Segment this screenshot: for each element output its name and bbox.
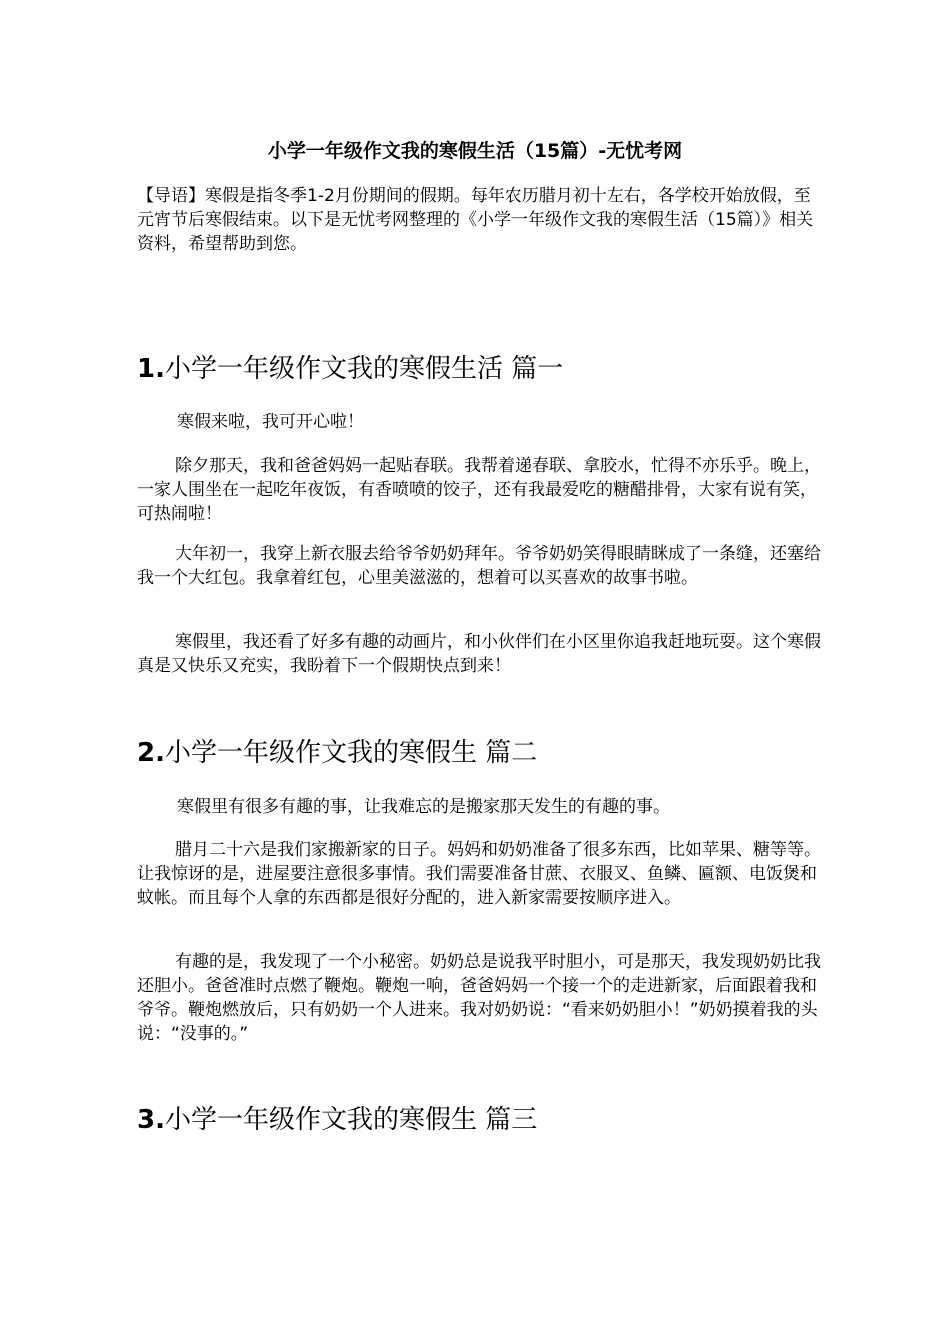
paragraph: 大年初一，我穿上新衣服去给爷爷奶奶拜年。爷爷奶奶笑得眼睛眯成了一条缝，还塞给我一个大红包。我拿着红包，心里美滋滋的，想着可以买喜欢的故事书啦。 <box>137 544 821 588</box>
section-number: 2. <box>137 738 165 768</box>
paragraph: 寒假里有很多有趣的事，让我难忘的是搬家那天发生的有趣的事。 <box>177 797 670 817</box>
intro-paragraph: 【导语】寒假是指冬季1-2月份期间的假期。每年农历腊月初十左右，各学校开始放假，至元宵节后寒假结束。以下是无忧考网整理的《小学一年级作文我的寒假生活（15篇）》相关资料，希望帮助到您。 <box>137 186 814 254</box>
section-heading-3 <box>137 1103 537 1137</box>
document-title: 小学一年级作文我的寒假生活（15篇）-无忧考网 <box>267 140 683 162</box>
paragraph: 腊月二十六是我们家搬新家的日子。妈妈和奶奶准备了很多东西，比如苹果、糖等等。让我惊讶的是，进屋要注意很多事情。我们需要准备甘蔗、衣服叉、鱼鳞、匾额、电饭煲和蚊帐。而且每个人拿的东西都是很好分配的，进入新家需要按顺序进入。 <box>137 840 821 908</box>
paragraph: 有趣的是，我发现了一个小秘密。奶奶总是说我平时胆小，可是那天，我发现奶奶比我还胆小。爸爸准时点燃了鞭炮。鞭炮一响，爸爸妈妈一个接一个的走进新家，后面跟着我和爷爷。鞭炮燃放后，只有奶奶一个人进来。我对奶奶说：“看来奶奶胆小！”奶奶摸着我的头说：“没事的。” <box>137 952 821 1044</box>
section-number: 1. <box>137 354 165 384</box>
paragraph: 寒假来啦，我可开心啦！ <box>177 412 364 432</box>
paragraph: 除夕那天，我和爸爸妈妈一起贴春联。我帮着递春联、拿胶水，忙得不亦乐乎。晚上，一家人围坐在一起吃年夜饭，有香喷喷的饺子，还有我最爱吃的糖醋排骨，大家有说有笑，可热闹啦！ <box>137 456 821 524</box>
section-number: 3. <box>137 1105 165 1135</box>
section-heading-text: 小学一年级作文我的寒假生 篇三 <box>164 1105 538 1135</box>
section-heading-2 <box>137 736 537 770</box>
section-heading-text: 小学一年级作文我的寒假生活 篇一 <box>164 354 564 384</box>
paragraph: 寒假里，我还看了好多有趣的动画片，和小伙伴们在小区里你追我赶地玩耍。这个寒假真是又快乐又充实，我盼着下一个假期快点到来！ <box>137 632 821 676</box>
section-heading-text: 小学一年级作文我的寒假生 篇二 <box>164 738 538 768</box>
section-heading-1 <box>137 352 563 386</box>
